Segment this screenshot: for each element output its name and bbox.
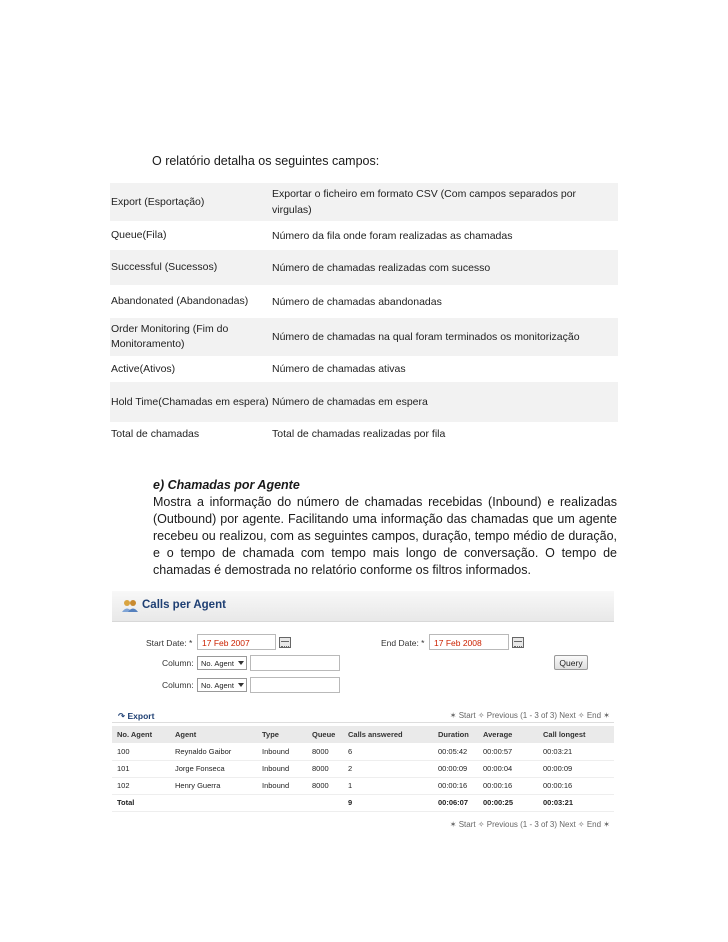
col-no-agent[interactable]: No. Agent <box>112 726 170 743</box>
field-desc: Número de chamadas realizadas com sucesso <box>272 261 491 274</box>
start-calendar-icon[interactable] <box>279 637 291 648</box>
report-title: Calls per Agent <box>142 599 226 611</box>
field-name: Hold Time(Chamadas em espera) <box>111 395 269 408</box>
col-agent[interactable]: Agent <box>170 726 257 743</box>
cell-queue: 8000 <box>307 743 343 760</box>
query-button[interactable]: Query <box>554 655 588 670</box>
start-date-label: Start Date: * <box>146 638 193 648</box>
field-name: Successful (Sucessos) <box>111 261 218 273</box>
end-date-input[interactable]: 17 Feb 2008 <box>429 634 509 650</box>
cell-call-longest: 00:00:16 <box>538 777 614 794</box>
end-calendar-icon[interactable] <box>512 637 524 648</box>
field-row-active <box>110 356 618 382</box>
table-row <box>112 760 614 777</box>
start-date-input[interactable]: 17 Feb 2007 <box>197 634 276 650</box>
export-link[interactable]: ↷ Export <box>118 711 155 721</box>
cell-queue: 8000 <box>307 760 343 777</box>
table-total-row <box>112 794 614 811</box>
field-name: Total de chamadas <box>111 427 200 440</box>
fields-table <box>110 183 618 446</box>
table-header-row <box>112 726 614 743</box>
agent-calls-table <box>112 726 614 812</box>
column-filter-input-1[interactable] <box>250 655 340 671</box>
section-paragraph: Mostra a informação do número de chamadas recebidas (Inbound) e realizadas (Outbound) por agente. Facilitando uma informação das chamadas que um agente recebeu ou realizou, com as seguintes campos, duração, tempo médio de duração, e o tempo de chamada com tempo mais longo de conversação. O tempo de chamadas é demostrada no relatório conforme os filtros informados. <box>153 495 617 577</box>
cell-duration: 00:00:16 <box>433 777 478 794</box>
cell-total-queue <box>307 794 343 811</box>
cell-duration: 00:05:42 <box>433 743 478 760</box>
cell-type: Inbound <box>257 743 307 760</box>
cell-type: Inbound <box>257 760 307 777</box>
cell-average: 00:00:16 <box>478 777 538 794</box>
column-select-2-value: No. Agent <box>201 681 234 690</box>
field-row-queue <box>110 221 618 250</box>
top-toolbar <box>112 709 614 723</box>
cell-calls-answered: 2 <box>343 760 433 777</box>
col-duration[interactable]: Duration <box>433 726 478 743</box>
column-select-1[interactable] <box>197 656 247 670</box>
cell-no-agent: 100 <box>112 743 170 760</box>
cell-agent: Jorge Fonseca <box>170 760 257 777</box>
field-row-successful <box>110 250 618 285</box>
cell-agent: Henry Guerra <box>170 777 257 794</box>
cell-call-longest: 00:00:09 <box>538 760 614 777</box>
table-row <box>112 777 614 794</box>
cell-no-agent: 102 <box>112 777 170 794</box>
pager-bottom[interactable]: ✶ Start ✧ Previous (1 - 3 of 3) Next ✧ End ✶ <box>449 820 610 829</box>
field-row-order-monitoring <box>110 318 618 356</box>
field-row-hold-time <box>110 382 618 422</box>
column-filter-input-2[interactable] <box>250 677 340 693</box>
users-icon <box>122 599 138 613</box>
pager-top[interactable]: ✶ Start ✧ Previous (1 - 3 of 3) Next ✧ End ✶ <box>449 711 610 720</box>
field-name: Order Monitoring (Fim do Monitoramento) <box>111 323 229 350</box>
column-label-1: Column: <box>162 658 194 668</box>
cell-average: 00:00:04 <box>478 760 538 777</box>
column-label-2: Column: <box>162 680 194 690</box>
cell-queue: 8000 <box>307 777 343 794</box>
bottom-toolbar <box>112 818 614 832</box>
field-desc: Exportar o ficheiro em formato CSV (Com campos separados por virgulas) <box>272 188 577 216</box>
col-queue[interactable]: Queue <box>307 726 343 743</box>
section-heading: e) Chamadas por Agente <box>153 478 300 492</box>
table-row <box>112 743 614 760</box>
cell-call-longest: 00:03:21 <box>538 743 614 760</box>
chevron-down-icon <box>238 683 244 687</box>
field-desc: Número de chamadas ativas <box>272 363 406 375</box>
cell-total-duration: 00:06:07 <box>433 794 478 811</box>
cell-type: Inbound <box>257 777 307 794</box>
end-date-label: End Date: * <box>381 638 425 648</box>
cell-no-agent: 101 <box>112 760 170 777</box>
field-name: Export (Esportação) <box>111 195 205 208</box>
field-name: Active(Ativos) <box>111 362 176 375</box>
section-calls-per-agent <box>153 477 617 579</box>
cell-total-agent <box>170 794 257 811</box>
field-name: Queue(Fila) <box>111 229 167 241</box>
filter-form <box>112 622 614 695</box>
cell-calls-answered: 1 <box>343 777 433 794</box>
field-desc: Número de chamadas em espera <box>272 396 428 408</box>
field-desc: Total de chamadas realizadas por fila <box>272 428 446 440</box>
cell-total-average: 00:00:25 <box>478 794 538 811</box>
field-name: Abandonated (Abandonadas) <box>111 295 249 307</box>
field-desc: Número de chamadas abandonadas <box>272 295 442 308</box>
cell-total-calls: 9 <box>343 794 433 811</box>
col-call-longest[interactable]: Call longest <box>538 726 614 743</box>
field-row-total <box>110 422 618 446</box>
cell-duration: 00:00:09 <box>433 760 478 777</box>
column-select-1-value: No. Agent <box>201 659 234 668</box>
column-select-2[interactable] <box>197 678 247 692</box>
cell-average: 00:00:57 <box>478 743 538 760</box>
cell-agent: Reynaldo Gaibor <box>170 743 257 760</box>
cell-total-type <box>257 794 307 811</box>
cell-calls-answered: 6 <box>343 743 433 760</box>
col-average[interactable]: Average <box>478 726 538 743</box>
field-row-export <box>110 183 618 221</box>
report-header <box>112 591 614 622</box>
col-calls-answered[interactable]: Calls answered <box>343 726 433 743</box>
field-desc: Número da fila onde foram realizadas as chamadas <box>272 229 513 242</box>
cell-total-longest: 00:03:21 <box>538 794 614 811</box>
field-row-abandonated <box>110 285 618 318</box>
chevron-down-icon <box>238 661 244 665</box>
col-type[interactable]: Type <box>257 726 307 743</box>
calls-per-agent-screenshot <box>112 591 614 837</box>
cell-total-label: Total <box>112 794 170 811</box>
intro-text: O relatório detalha os seguintes campos: <box>152 154 380 168</box>
field-desc: Número de chamadas na qual foram terminados os monitorização <box>272 331 580 343</box>
